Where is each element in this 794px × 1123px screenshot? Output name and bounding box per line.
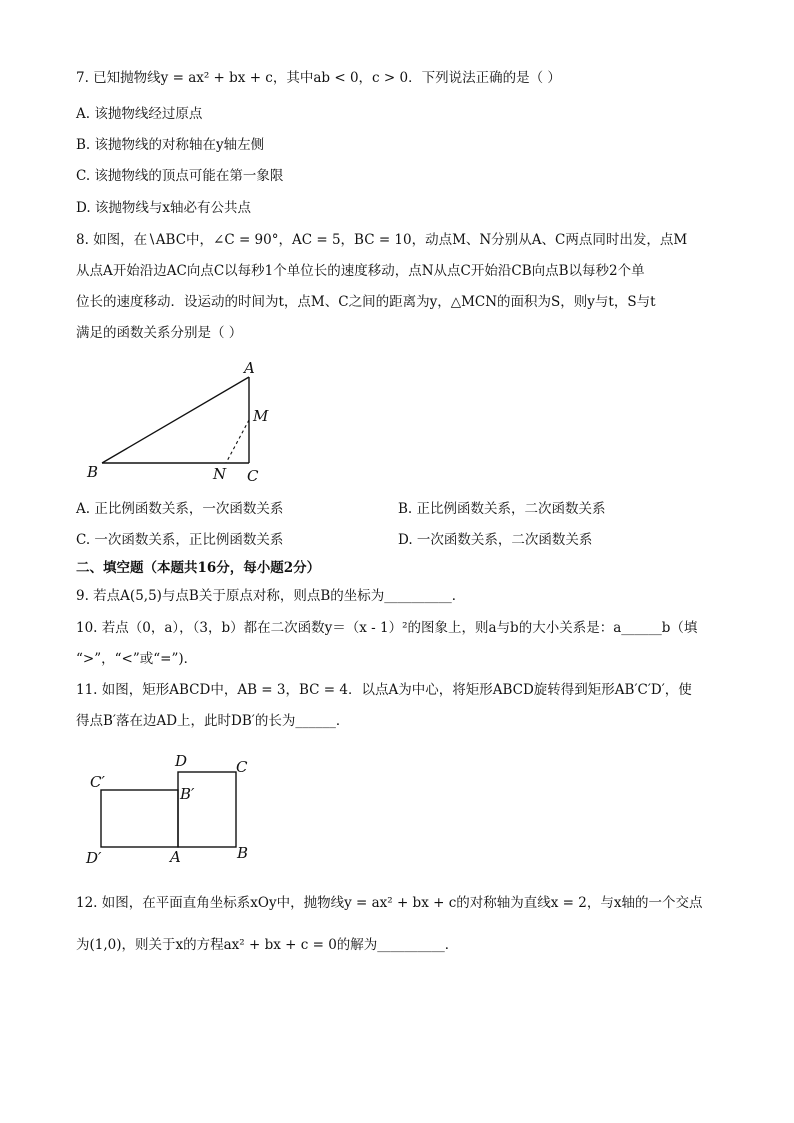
q8-label-c: C [247,467,259,485]
q7-option-c: C. 该抛物线的顶点可能在第一象限 [76,168,284,184]
q8-stem-line-3: 位长的速度移动．设运动的时间为t，点M、C之间的距离为y，△MCN的面积为S，则y与t，S与t [76,294,656,310]
q11-label-c: C [236,758,248,776]
q11-label-b1: B′ [180,785,195,803]
q9-text: 9. 若点A(5,5)与点B关于原点对称，则点B的坐标为__________． [76,588,466,604]
q11-rectangle-ab1c1d1 [101,790,178,847]
section-title-fill-in: 二、填空题（本题共16分，每小题2分） [76,560,321,576]
q8-option-b: B. 正比例函数关系，二次函数关系 [398,501,606,517]
q11-label-b: B [237,844,249,862]
q8-option-a: A. 正比例函数关系，一次函数关系 [76,501,284,517]
q11-rectangle-abcd [178,772,236,847]
q8-stem-line-1: 8. 如图，在∖ABC中，∠C = 90°，AC = 5，BC = 10，动点M、N分别从A、C两点同时出发，点M [76,232,688,248]
q11-label-d1: D′ [86,849,102,867]
q11-label-d: D [175,752,188,770]
q7-option-d: D. 该抛物线与x轴必有公共点 [76,200,252,216]
q11-label-a: A [170,848,181,866]
q11-line-1: 11. 如图，矩形ABCD中，AB = 3，BC = 4．以点A为中心，将矩形ABCD旋转得到矩形AB′C′D′，使 [76,682,692,698]
q8-stem-line-2: 从点A开始沿边AC向点C以每秒1个单位长的速度移动，点N从点C开始沿CB向点B以每秒2个单 [76,263,645,279]
q11-label-c1: C′ [90,773,105,791]
q8-option-c: C. 一次函数关系，正比例函数关系 [76,532,284,548]
q10-line-1: 10. 若点（0，a），（3，b）都在二次函数y＝（x - 1）²的图象上，则a与b的大小关系是：a______b（填 [76,620,698,636]
q7-stem: 7. 已知抛物线y = ax² + bx + c，其中ab < 0，c > 0．下列说法正确的是（ ） [76,70,561,86]
q7-option-b: B. 该抛物线的对称轴在y轴左侧 [76,137,265,153]
q12-line-1: 12. 如图，在平面直角坐标系xOy中，抛物线y = ax² + bx + c的对称轴为直线x = 2，与x轴的一个交点 [76,895,703,911]
q8-stem-line-4: 满足的函数关系分别是（ ） [76,325,243,341]
q8-label-m: M [253,407,269,425]
q8-label-b: B [87,463,99,481]
q11-line-2: 得点B′落在边AD上，此时DB′的长为______． [76,713,350,729]
q8-label-a: A [244,359,255,377]
q8-label-n: N [213,465,227,483]
q10-line-2: “>”，“<”或“=”)． [76,651,198,667]
q7-option-a: A. 该抛物线经过原点 [76,106,203,122]
q8-side-ab [102,377,249,463]
q8-option-d: D. 一次函数关系，二次函数关系 [398,532,593,548]
q8-segment-mn [226,420,249,463]
q12-line-2: 为(1,0)，则关于x的方程ax² + bx + c = 0的解为__________． [76,937,459,953]
